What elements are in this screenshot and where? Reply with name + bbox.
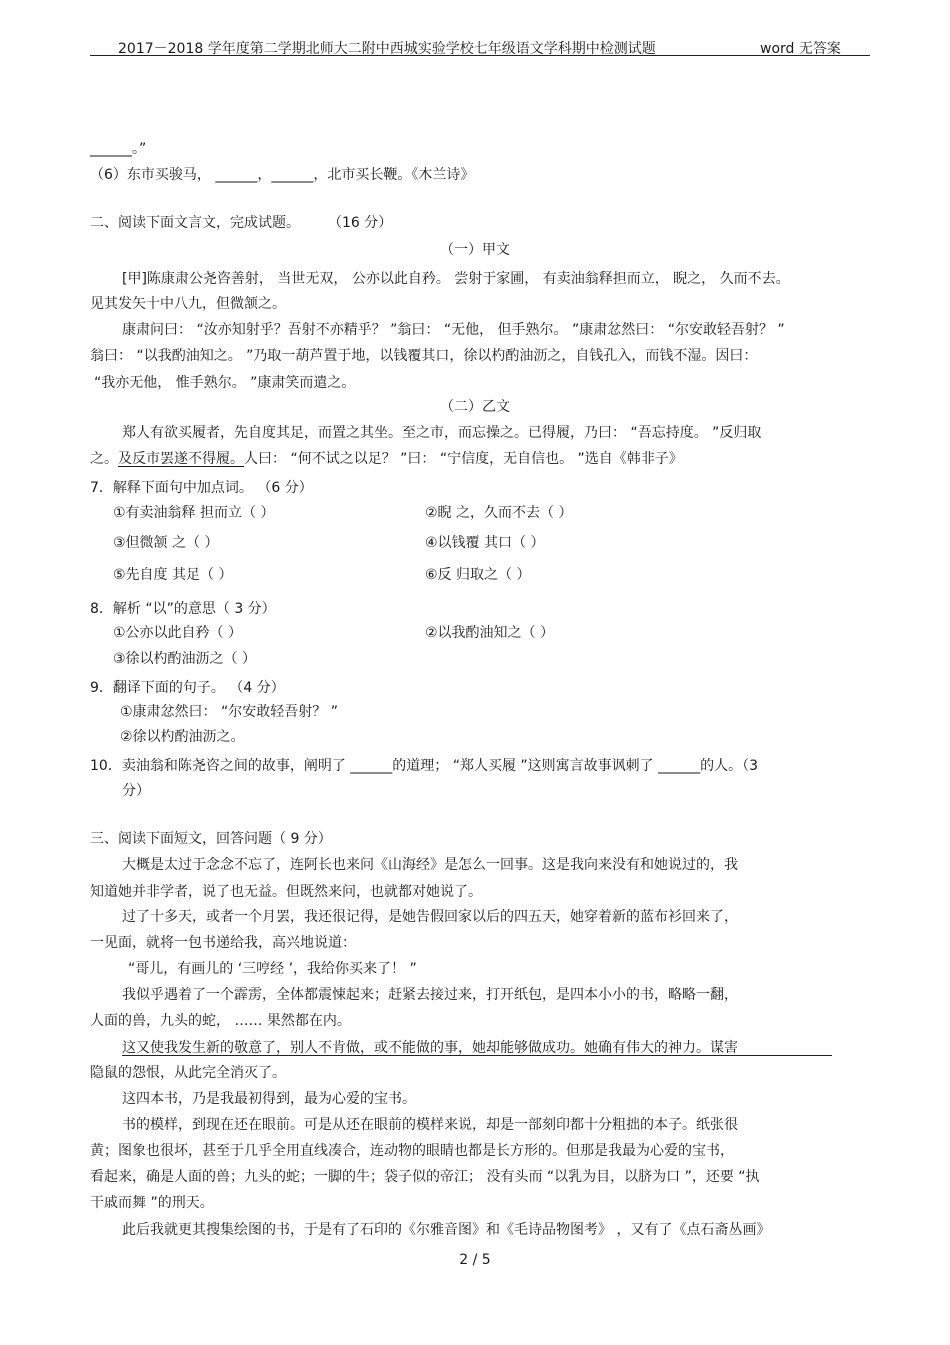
q9-item: ①康肃忿然曰： “尔安敢轻吾射？ ” (120, 704, 338, 720)
question-10-line: 分） (122, 783, 150, 799)
passage-line: 过了十多天，或者一个月罢，我还很记得，是她告假回家以后的四五天，她穿着新的蓝布衫回来了， (122, 909, 738, 925)
question-10-line: 10．卖油翁和陈尧咨之间的故事，阐明了 ______的道理； “郑人买履 ”这则寓言故事讽刺了 ______的人。（3 (90, 758, 759, 774)
passage-jia-line: 翁曰： “以我酌油知之。 ”乃取一葫芦置于地，以钱覆其口，徐以杓酌油沥之，自钱孔入，而钱不湿。因曰： (90, 348, 758, 364)
passage-line: 隐鼠的怨恨，从此完全消灭了。 (90, 1065, 286, 1081)
passage-jia-title: （一）甲文 (440, 242, 510, 258)
text-span: 之。 (90, 451, 118, 467)
passage-line: 大概是太过于念念不忘了，连阿长也来问《山海经》是怎么一回事。这是我向来没有和她说过的，我 (122, 857, 738, 873)
passage-line: 一见面，就将一包书递给我，高兴地说道： (90, 935, 356, 951)
passage-yi-title: （二）乙文 (440, 399, 510, 415)
passage-yi-line (90, 450, 683, 468)
header-title: 2017－2018 学年度第二学期北师大二附中西城实验学校七年级语文学科期中检测试题 (118, 41, 656, 57)
passage-line: 看起来，确是人面的兽；九头的蛇；一脚的牛；袋子似的帝江； 没有头而 “以乳为目，以脐为口 ”，还要 “执 (90, 1169, 760, 1185)
q7-item: ③但微颔 之（ ） (113, 535, 219, 551)
text-span: 人曰： “何不试之以足？ ”曰： “宁信度，无自信也。 ”选自《韩非子》 (244, 451, 683, 467)
page-number: 2 / 5 (459, 1252, 491, 1268)
fill-blank-line-end: ______。” (90, 141, 147, 157)
q7-item: ⑤先自度 其足（ ） (113, 567, 233, 583)
passage-jia-line: 见其发矢十中八九，但微颔之。 (90, 296, 286, 312)
passage-line: 书的模样，到现在还在眼前。可是从还在眼前的模样来说，却是一部刻印都十分粗拙的本子。纸张很 (122, 1117, 738, 1133)
underlined-sentence: 及反市罢遂不得履。 (118, 451, 244, 467)
q7-item: ⑥反 归取之（ ） (425, 567, 531, 583)
underline-rule (122, 1055, 832, 1056)
question-8-stem: 8．解析 “以”的意思（ 3 分） (90, 601, 276, 617)
passage-jia-line: [甲]陈康肃公尧咨善射， 当世无双， 公亦以此自矜。 尝射于家圃， 有卖油翁释担而立， 睨之， 久而不去。 (122, 271, 790, 287)
header-right-note: word 无答案 (760, 41, 841, 57)
section-3-heading: 三、阅读下面短文，回答问题（ 9 分） (90, 831, 332, 847)
passage-jia-line: “我亦无他， 惟手熟尔。 ”康肃笑而遣之。 (94, 375, 356, 391)
q7-item: ②睨 之，久而不去（ ） (425, 505, 573, 521)
section-2-score: （16 分） (328, 215, 393, 231)
section-2-title: 二、阅读下面文言文，完成试题。 (90, 215, 300, 231)
passage-line: 黄；图象也很坏，甚至于几乎全用直线凑合，连动物的眼睛也都是长方形的。但那是我最为心爱的宝书， (90, 1143, 734, 1159)
q8-item: ③徐以杓酌油沥之（ ） (113, 651, 257, 667)
passage-line: 我似乎遇着了一个霹雳，全体都震悚起来；赶紧去接过来，打开纸包，是四本小小的书，略略一翻， (122, 987, 738, 1003)
q8-item: ①公亦以此自矜（ ） (113, 625, 243, 641)
q9-item: ②徐以杓酌油沥之。 (120, 729, 245, 745)
q7-item: ④以钱覆 其口（ ） (425, 535, 545, 551)
header-divider (90, 55, 870, 56)
passage-line: 干戚而舞 ”的刑天。 (90, 1195, 214, 1211)
underlined-passage-line: 这又使我发生新的敬意了，别人不肯做，或不能做的事，她却能够做成功。她确有伟大的神力。谋害 (122, 1040, 738, 1056)
passage-line: “哥儿，有画儿的 ‘三哼经 ’，我给你买来了！ ” (128, 961, 417, 977)
q8-item: ②以我酌油知之（ ） (425, 625, 555, 641)
question-6-line: （6）东市买骏马， ______，______，北市买长鞭。《木兰诗》 (90, 167, 475, 183)
question-7-stem: 7．解释下面句中加点词。 （6 分） (90, 480, 313, 496)
passage-line: 这四本书，乃是我最初得到，最为心爱的宝书。 (122, 1091, 416, 1107)
passage-line: 知道她并非学者，说了也无益。但既然来问，也就都对她说了。 (90, 884, 482, 900)
q7-item: ①有卖油翁释 担而立（ ） (113, 505, 275, 521)
question-9-stem: 9．翻译下面的句子。 （4 分） (90, 680, 285, 696)
passage-line: 人面的兽，九头的蛇， …… 果然都在内。 (90, 1013, 351, 1029)
passage-line: 此后我就更其搜集绘图的书，于是有了石印的《尔雅音图》和《毛诗品物图考》 ，又有了《点石斋丛画》 (122, 1222, 771, 1238)
passage-jia-line: 康肃问曰： “汝亦知射乎？吾射不亦精乎？ ”翁曰： “无他， 但手熟尔。 ”康肃忿然曰： “尔安敢轻吾射？ ” (122, 322, 785, 338)
section-2-heading (90, 214, 392, 232)
passage-yi-line: 郑人有欲买履者，先自度其足，而置之其坐。至之市，而忘操之。已得履，乃曰： “吾忘持度。 ”反归取 (122, 425, 762, 441)
